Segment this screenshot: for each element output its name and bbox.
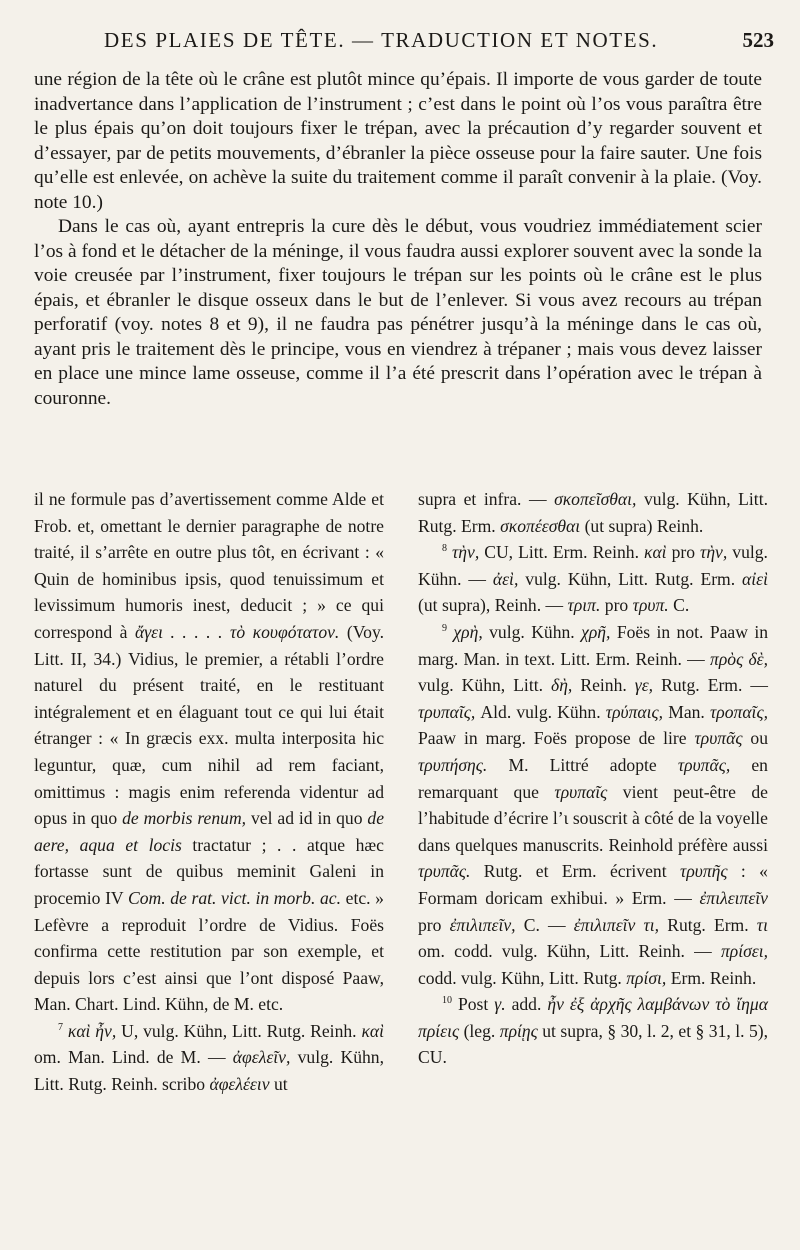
italic-text: de aere, aqua et locis [34, 808, 385, 855]
footnotes [34, 486, 769, 1226]
greek-text: σκοπέεσθαι [500, 515, 581, 536]
italic-text: de morbis renum, [122, 808, 247, 829]
note-text: C. [673, 595, 690, 616]
note-text: vulg. Kühn. [489, 621, 575, 642]
greek-text: χρὴ, [453, 621, 483, 642]
note-text: Foës in not. Paaw in marg. Man. in text. Litt. Erm. Reinh. — [418, 621, 769, 669]
greek-text: καὶ ἦν, [67, 1020, 117, 1041]
note-text: (Voy. Litt. II, 34.) Vidius, le premier, a rétabli l’ordre naturel du présent traité, en le restituant intégralement et en élaguant tout ce qui lui était étranger : « In græcis exx. multa interposita hic leguntur, quæ, cum nihil ad rem faciant, omittimus : magis enim referenda videntur ad opus in quo [34, 621, 385, 829]
note-text: vulg. Kühn, Litt. [418, 675, 543, 696]
note-text: vulg. Kühn. — [418, 542, 768, 589]
note-text: pro [604, 595, 629, 616]
running-head [34, 28, 774, 56]
note-text: en remarquant que [418, 754, 768, 802]
footnote-9 [418, 619, 768, 991]
note-text: supra et infra. — [418, 489, 547, 509]
greek-text: ἀφελέειν [209, 1074, 270, 1095]
note-text: ut [273, 1074, 288, 1095]
greek-text: ἐπιλιπεῖν τι, [573, 914, 660, 935]
note-text: (leg. [463, 1020, 496, 1041]
main-text [34, 68, 762, 411]
greek-text: τρυπήσης. [418, 754, 488, 775]
note-text: vient peut-être de l’habitude d’écrire l’ι souscrit à côté de la voyelle dans quelques manuscrits. Reinhold préfère aussi [418, 781, 768, 855]
note-text: ou [750, 728, 768, 749]
greek-text: ἐπιλιπεῖν, [449, 914, 516, 935]
greek-text: πρὸς δὲ, [710, 648, 769, 669]
note-text: vel ad id in quo [251, 808, 363, 829]
footnotes-left-column [34, 486, 384, 1098]
greek-text: πρίσει, [720, 941, 768, 962]
note-text: Rutg. Erm. — [661, 675, 768, 696]
greek-text: τὴν, [452, 542, 480, 563]
greek-text: τρυπᾶς [694, 728, 743, 749]
greek-text: τρυπαῖς, [418, 701, 476, 722]
footnote-7 [34, 1018, 384, 1098]
footnote-8 [418, 539, 768, 619]
note-text: pro [418, 914, 442, 935]
note-text: Paaw in marg. Foës propose de lire [418, 728, 687, 749]
footnotes-right-column [418, 486, 768, 1071]
note-text: Reinh. [580, 675, 627, 696]
greek-text: τι [756, 914, 768, 935]
note-text: etc. » Lefèvre a reproduit l’ordre de Vidius. Foës confirma cette restitution par son exemple, et depuis lors c’est ainsi que l’ont disposé Paaw, Man. Chart. Lind. Kühn, de M. etc. [34, 887, 384, 1015]
greek-text: αἰεὶ [742, 568, 768, 589]
note-text: (ut supra) Reinh. [584, 515, 704, 536]
note-text: (ut supra), Reinh. — [418, 595, 564, 616]
footnote-number: 9 [442, 623, 447, 635]
greek-text: γε, [634, 675, 654, 696]
footnote-number: 7 [58, 1022, 63, 1034]
note-text: om. codd. vulg. Kühn, Litt. Reinh. — [418, 941, 712, 962]
greek-text: δὴ, [551, 675, 573, 696]
greek-text: τριπ. [567, 595, 601, 616]
note-text: Rutg. et Erm. écrivent [483, 861, 667, 882]
paragraph-1: une région de la tête où le crâne est plutôt mince qu’épais. Il importe de vous garder de toute inadvertance dans l’application de l’instrument ; c’est dans le point où l’os vous paraîtra être le plus épais qu’on doit toujours fixer le trépan, avec la précaution d’y regarder souvent et d’essayer, par de petits mouvements, d’ébranler la pièce osseuse pour la faire sauter. Une fois qu’elle est enlevée, on achève la suite du traitement comme il paraît convenir à la plaie. (Voy. note 10.) [34, 69, 762, 213]
greek-text: τρυπαῖς [554, 781, 608, 802]
running-title: DES PLAIES DE TÊTE. — TRADUCTION ET NOTES. [104, 28, 659, 52]
greek-text: τρυπᾶς. [418, 861, 471, 882]
note-text: Man. [668, 701, 705, 722]
greek-text: τρύπαις, [605, 701, 664, 722]
note-text: Erm. Reinh. [670, 967, 757, 988]
note-text: vulg. Kühn, Litt. Rutg. Reinh. scribo [34, 1047, 384, 1095]
note-text: Rutg. Erm. [667, 914, 749, 935]
note-text: : « Formam doricam exhibui. » Erm. — [418, 861, 768, 908]
note-text: tractatur ; . . atque hæc fortasse sunt de quibus meminit Galeni in procemio IV [34, 834, 384, 908]
page-number: 523 [742, 28, 774, 52]
note-text: CU, Litt. Erm. Reinh. [484, 542, 639, 563]
note-text: Ald. vulg. Kühn. [480, 701, 601, 722]
greek-text: ἄγει . . . . . τὸ κουφότατον. [135, 621, 340, 642]
greek-text: σκοπεῖσθαι, [554, 489, 637, 509]
note-text: vulg. Kühn, Litt. Rutg. Erm. [525, 568, 736, 589]
note-text: pro [671, 542, 696, 563]
note-text: ut supra, § 30, l. 2, et § 31, l. 5), CU. [418, 1020, 768, 1068]
footnote-10 [418, 991, 768, 1071]
greek-text: καὶ [644, 542, 667, 563]
greek-text: τρυπᾶς, [677, 754, 731, 775]
note-text: vulg. Kühn, Litt. Rutg. Erm. [418, 489, 768, 536]
italic-text: Com. de rat. vict. in morb. ac. [127, 887, 341, 908]
note-text: add. [511, 994, 542, 1015]
greek-text: τροπαῖς, [709, 701, 768, 722]
greek-text: καὶ [361, 1020, 385, 1041]
note-text: Post [457, 994, 489, 1015]
greek-text: ἀφελεῖν, [232, 1047, 291, 1068]
note-text: codd. vulg. Kühn, Litt. Rutg. [418, 967, 622, 988]
greek-text: πρίῃς [499, 1020, 538, 1041]
note-text: om. Man. Lind. de M. — [34, 1047, 226, 1068]
note-text: M. Littré adopte [508, 754, 657, 775]
greek-text: πρίσι, [626, 967, 667, 988]
note-text: C. — [523, 914, 566, 935]
greek-text: γ. [494, 994, 506, 1015]
greek-text: ἦν ἐξ ἀρχῆς λαμβάνων τὸ ἴημα πρίεις [418, 994, 768, 1041]
greek-text: τρυπ. [632, 595, 669, 616]
note-text: U, vulg. Kühn, Litt. Rutg. Reinh. [121, 1020, 357, 1041]
paragraph-2: Dans le cas où, ayant entrepris la cure dès le début, vous voudriez immédiatement scier l’os à fond et le détacher de la méninge, il vous faudra aussi explorer souvent avec la sonde la voie creusée par l’instrument, fixer toujours le trépan sur les points où le crâne est le plus épais, et ébranler le disque osseux dans le but de l’enlever. Si vous avez recours au trépan perforatif (voy. notes 8 et 9), il ne faudra pas pénétrer jusqu’à la méninge dans le cas où, ayant pris le traitement dès le principe, vous en viendrez à trépaner ; mais vous devez laisser en place une mince lame osseuse, comme il l’a été prescrit dans l’opération avec le trépan à couronne. [34, 216, 762, 409]
note-text: il ne formule pas d’avertissement comme Alde et Frob. et, omettant le dernier paragraphe de notre traité, il s’arrête en outre plus tôt, en écrivant : « Quin de hominibus ipsis, quod tenuissimum et levissimum humoris inest, deducit ; » ce qui correspond à [34, 489, 384, 642]
note-continuation-right [418, 486, 768, 539]
footnote-number: 10 [442, 995, 452, 1007]
note-continuation-left [34, 486, 384, 1018]
greek-text: τὴν, [700, 542, 728, 563]
greek-text: χρῆ, [581, 621, 611, 642]
greek-text: τρυπῆς [680, 861, 728, 882]
greek-text: ἐπιλειπεῖν [699, 887, 768, 908]
footnote-number: 8 [442, 543, 447, 555]
greek-text: ἀεὶ, [492, 568, 519, 589]
